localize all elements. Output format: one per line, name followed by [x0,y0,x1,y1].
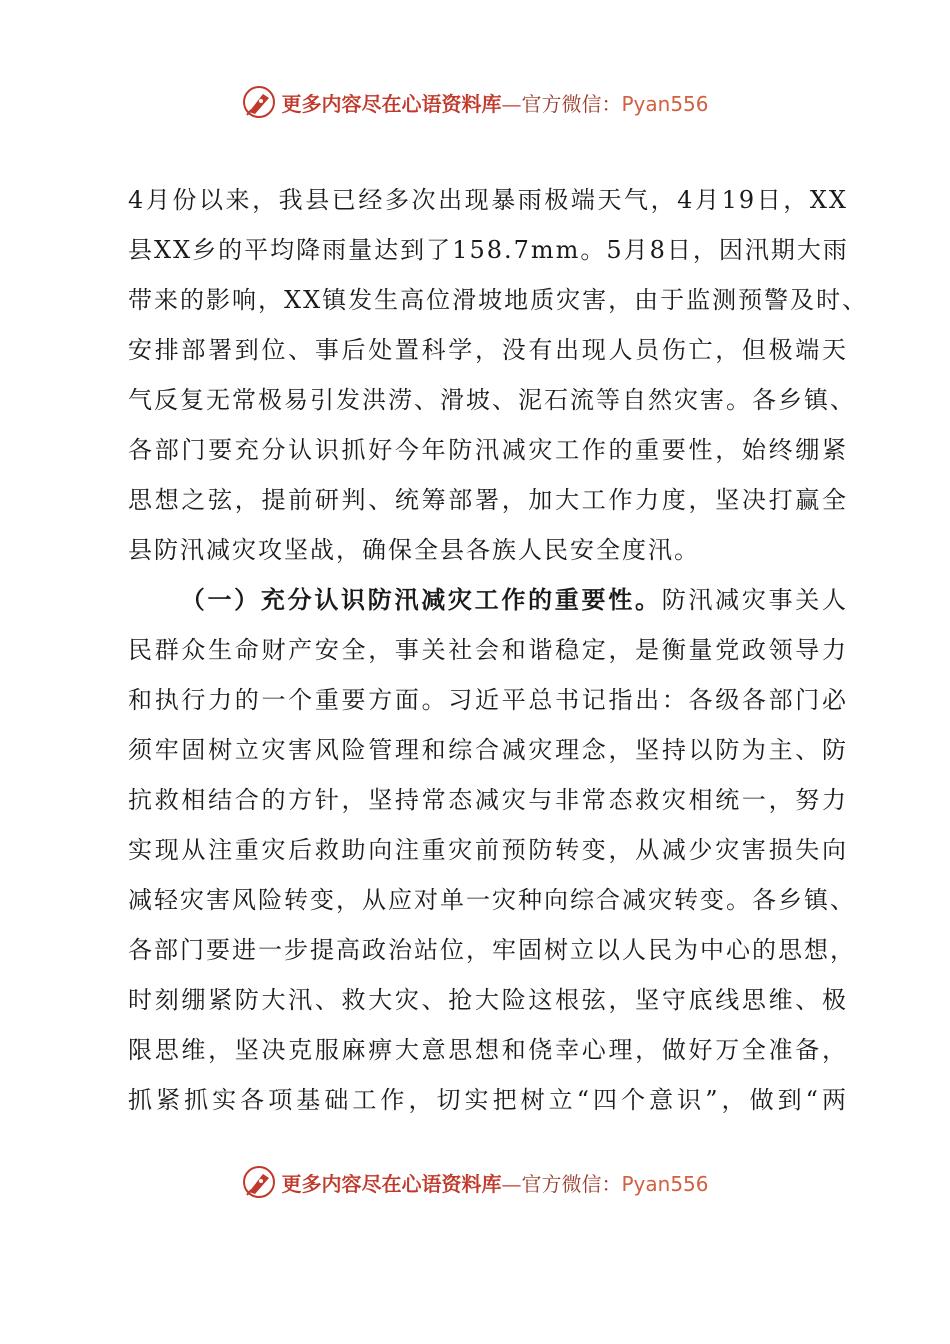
paragraph-2-first-line-rest: 防汛减灾事关人 [661,586,849,614]
paragraph-2-line-11: 抓紧抓实各项基础工作，切实把树立“四个意识”，做到“两 [128,1086,848,1114]
paragraph-2-line-9: 时刻绷紧防大汛、救大灾、抢大险这根弦，坚守底线思维、极 [128,986,848,1014]
footer-wechat-label: 官方微信： [521,1171,622,1196]
paragraph-2-line-1 [128,575,848,625]
paragraph-2-line-8: 各部门要进一步提高政治站位，牢固树立以人民为中心的思想， [128,936,856,964]
footer-banner [0,1160,950,1204]
footer-site-text: 更多内容尽在心语资料库 [281,1171,502,1196]
paragraph-2-line-2: 民群众生命财产安全，事关社会和谐稳定，是衡量党政领导力 [128,636,848,664]
paragraph-1-line-5: 气反复无常极易引发洪涝、滑坡、泥石流等自然灾害。各乡镇、 [128,386,856,414]
paragraph-2-line-10: 限思维，坚决克服麻痹大意思想和侥幸心理，做好万全准备， [128,1036,848,1064]
header-site-text: 更多内容尽在心语资料库 [281,91,502,116]
header-wechat-label: 官方微信： [521,91,622,116]
paragraph-1-line-1: 4月份以来，我县已经多次出现暴雨极端天气，4月19日，XX [128,186,848,214]
pen-nib-logo-icon [241,84,277,120]
paragraph-1-line-6: 各部门要充分认识抓好今年防汛减灾工作的重要性，始终绷紧 [128,436,848,464]
paragraph-2 [128,575,856,1125]
header-wechat-id: Pyan556 [621,91,709,116]
pen-nib-logo-icon [241,1164,277,1200]
footer-dash: — [501,1171,522,1196]
paragraph-1-line-7: 思想之弦，提前研判、统筹部署，加大工作力度，坚决打赢全 [128,486,848,514]
paragraph-2-line-5: 抗救相结合的方针，坚持常态减灾与非常态救灾相统一，努力 [128,786,848,814]
paragraph-1-line-3: 带来的影响，XX镇发生高位滑坡地质灾害，由于监测预警及时、 [128,286,869,314]
paragraph-2-line-6: 实现从注重灾后救助向注重灾前预防转变，从减少灾害损失向 [128,836,848,864]
document-body [128,175,869,1125]
footer-wechat-id: Pyan556 [621,1171,709,1196]
header-banner [0,80,950,124]
paragraph-1-line-4: 安排部署到位、事后处置科学，没有出现人员伤亡，但极端天 [128,336,848,364]
header-dash: — [501,91,522,116]
paragraph-2-line-7: 减轻灾害风险转变，从应对单一灾种向综合减灾转变。各乡镇、 [128,886,856,914]
paragraph-1 [128,175,869,575]
paragraph-2-line-4: 须牢固树立灾害风险管理和综合减灾理念，坚持以防为主、防 [128,736,848,764]
section-heading: （一）充分认识防汛减灾工作的重要性。 [180,585,662,614]
paragraph-2-line-3: 和执行力的一个重要方面。习近平总书记指出：各级各部门必 [128,686,848,714]
paragraph-1-line-8: 县防汛减灾攻坚战，确保全县各族人民安全度汛。 [128,536,700,564]
paragraph-1-line-2: 县XX乡的平均降雨量达到了158.7mm。5月8日，因汛期大雨 [128,236,849,264]
